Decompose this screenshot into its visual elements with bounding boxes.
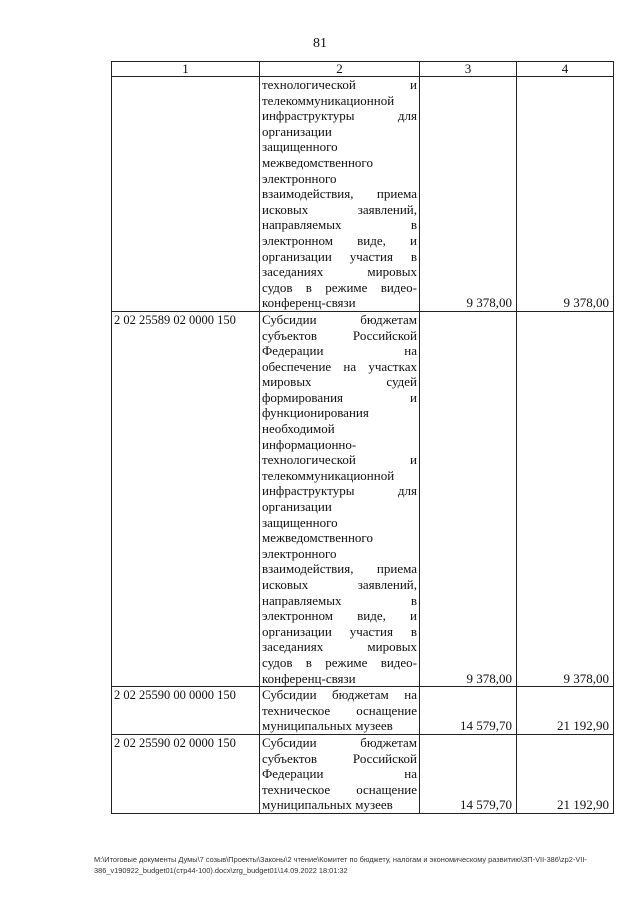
description-line: взаимодействия, приема bbox=[262, 186, 417, 202]
description-line: электронном виде, и bbox=[262, 232, 417, 248]
amount-column-3: 14 579,70 bbox=[420, 734, 517, 813]
description-line: межведомственного bbox=[262, 154, 373, 170]
description-line: заседаниях мировых bbox=[262, 264, 417, 280]
description-line: Субсидии бюджетам bbox=[262, 734, 417, 750]
column-header-2: 2 bbox=[260, 62, 420, 77]
description-line: организации bbox=[262, 499, 332, 515]
description bbox=[260, 687, 420, 735]
amount-column-4: 21 192,90 bbox=[517, 734, 614, 813]
description-line: технологической и bbox=[262, 452, 417, 468]
footer-line-1: М:\Итоговые документы Думы\7 созыв\Проекты\Законы\2 чтение\Комитет по бюджету, налогам и экономическому развитию\ЗП-VII-386\zp2-VII- bbox=[94, 855, 587, 864]
column-header-4: 4 bbox=[517, 62, 614, 77]
description-line: необходимой bbox=[262, 421, 335, 437]
budget-table bbox=[111, 61, 614, 814]
description-line: защищенного bbox=[262, 139, 338, 155]
description-line: направляемых в bbox=[262, 592, 417, 608]
description-line: субъектов Российской bbox=[262, 750, 417, 766]
description-line: направляемых в bbox=[262, 217, 417, 233]
description-line: техническое оснащение bbox=[262, 702, 417, 718]
table-row bbox=[112, 77, 614, 312]
description-line: исковых заявлений, bbox=[262, 201, 417, 217]
description bbox=[260, 311, 420, 686]
table-row bbox=[112, 734, 614, 813]
description-line: муниципальных музеев bbox=[262, 797, 393, 813]
description-line: электронного bbox=[262, 170, 337, 186]
description-line: организации участия в bbox=[262, 623, 417, 639]
table-row bbox=[112, 687, 614, 735]
budget-code: 2 02 25590 02 0000 150 bbox=[112, 734, 260, 813]
description bbox=[260, 734, 420, 813]
description-line: исковых заявлений, bbox=[262, 577, 417, 592]
amount-column-4: 9 378,00 bbox=[517, 311, 614, 686]
description-line: обеспечение на участках bbox=[262, 358, 417, 374]
description-line: функционирования bbox=[262, 405, 369, 421]
description-line: формирования и bbox=[262, 389, 417, 405]
description-line: организации bbox=[262, 123, 332, 139]
amount-column-3: 9 378,00 bbox=[420, 311, 517, 686]
amount-column-4: 21 192,90 bbox=[517, 687, 614, 735]
description-line: инфраструктуры для bbox=[262, 108, 417, 124]
description-line: Федерации на bbox=[262, 766, 417, 782]
description-line: мировых судей bbox=[262, 374, 417, 390]
description-line: электронного bbox=[262, 545, 337, 561]
footer-line-2: 386_v190922_budget01(стр44-100).docx\zrg_budget01\14.09.2022 18:01:32 bbox=[94, 866, 348, 875]
description-line: технологической и bbox=[262, 77, 417, 92]
description-line: конференц-связи bbox=[262, 295, 356, 311]
file-path-footer bbox=[94, 854, 614, 876]
description-line: межведомственного bbox=[262, 530, 373, 546]
table-row bbox=[112, 311, 614, 686]
description-line: телекоммуникационной bbox=[262, 467, 395, 483]
description-line: судов в режиме видео- bbox=[262, 279, 417, 295]
description-line: инфраструктуры для bbox=[262, 483, 417, 499]
description-line: Субсидии бюджетам bbox=[262, 311, 417, 327]
description-line: взаимодействия, приема bbox=[262, 561, 417, 577]
description-line: заседаниях мировых bbox=[262, 639, 417, 655]
description-line: конференц-связи bbox=[262, 670, 356, 686]
description-line: электронном виде, и bbox=[262, 608, 417, 624]
description-line: муниципальных музеев bbox=[262, 718, 393, 734]
amount-column-3: 9 378,00 bbox=[420, 77, 517, 312]
page-number: 81 bbox=[313, 36, 327, 51]
amount-column-4: 9 378,00 bbox=[517, 77, 614, 312]
budget-code: 2 02 25590 00 0000 150 bbox=[112, 687, 260, 735]
description bbox=[260, 77, 420, 312]
amount-column-3: 14 579,70 bbox=[420, 687, 517, 735]
budget-code: 2 02 25589 02 0000 150 bbox=[112, 311, 260, 686]
column-header-1: 1 bbox=[112, 62, 260, 77]
description-line: техническое оснащение bbox=[262, 781, 417, 797]
description-line: судов в режиме видео- bbox=[262, 654, 417, 670]
description-line: Субсидии бюджетам на bbox=[262, 687, 417, 703]
budget-code bbox=[112, 77, 260, 312]
description-line: информационно- bbox=[262, 436, 357, 452]
description-line: телекоммуникационной bbox=[262, 92, 395, 108]
description-line: Федерации на bbox=[262, 343, 417, 359]
description-line: организации участия в bbox=[262, 248, 417, 264]
description-line: защищенного bbox=[262, 514, 338, 530]
table-header-row bbox=[112, 62, 614, 77]
column-header-3: 3 bbox=[420, 62, 517, 77]
description-line: субъектов Российской bbox=[262, 327, 417, 343]
